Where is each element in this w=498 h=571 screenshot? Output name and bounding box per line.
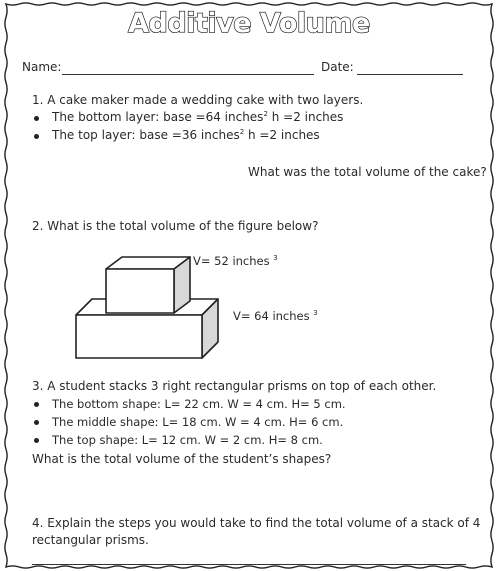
q3-item-top-shape: The top shape: L= 12 cm. W = 2 cm. H= 8 cm. [52, 433, 323, 447]
bullet [34, 420, 39, 425]
q3-question: 3. A student stacks 3 right rectangular prisms on top of each other. [32, 379, 437, 393]
date-answer-line[interactable] [357, 74, 463, 75]
q4-question-line-1: 4. Explain the steps you would take to find the total volume of a stack of 4 [32, 516, 481, 530]
q1-top-layer: The top layer: base =36 inches$^2$ h =2 inches [52, 128, 320, 142]
q4-question-line-2: rectangular prisms. [32, 533, 149, 547]
top-prism-volume-label: V= 52 inches $^3$ [193, 254, 278, 268]
q1-bottom-layer: The bottom layer: base =64 inches$^2$ h =2 inches [52, 110, 344, 124]
q3-prompt: What is the total volume of the student’s shapes? [32, 452, 332, 466]
q1-prompt: What was the total volume of the cake? [248, 165, 487, 179]
name-label: Name: [22, 60, 62, 74]
bullet [34, 402, 39, 407]
name-answer-line[interactable] [62, 74, 314, 75]
q3-item-bottom-shape: The bottom shape: L= 22 cm. W = 4 cm. H= 5 cm. [52, 397, 346, 411]
bottom-prism-front-face [76, 315, 202, 358]
q2-question: 2. What is the total volume of the figure below? [32, 219, 319, 233]
q1-question: 1. A cake maker made a wedding cake with two layers. [32, 93, 364, 107]
bottom-prism-volume-label: V= 64 inches $^3$ [233, 309, 318, 323]
bullet [34, 116, 39, 121]
q4-answer-line[interactable] [32, 564, 466, 565]
date-label: Date: [321, 60, 354, 74]
top-prism-front-face [106, 269, 174, 313]
q3-item-middle-shape: The middle shape: L= 18 cm. W = 4 cm. H= 6 cm. [52, 415, 344, 429]
bullet [34, 438, 39, 443]
bullet [34, 134, 39, 139]
page-title: Additive Volume [128, 8, 370, 39]
